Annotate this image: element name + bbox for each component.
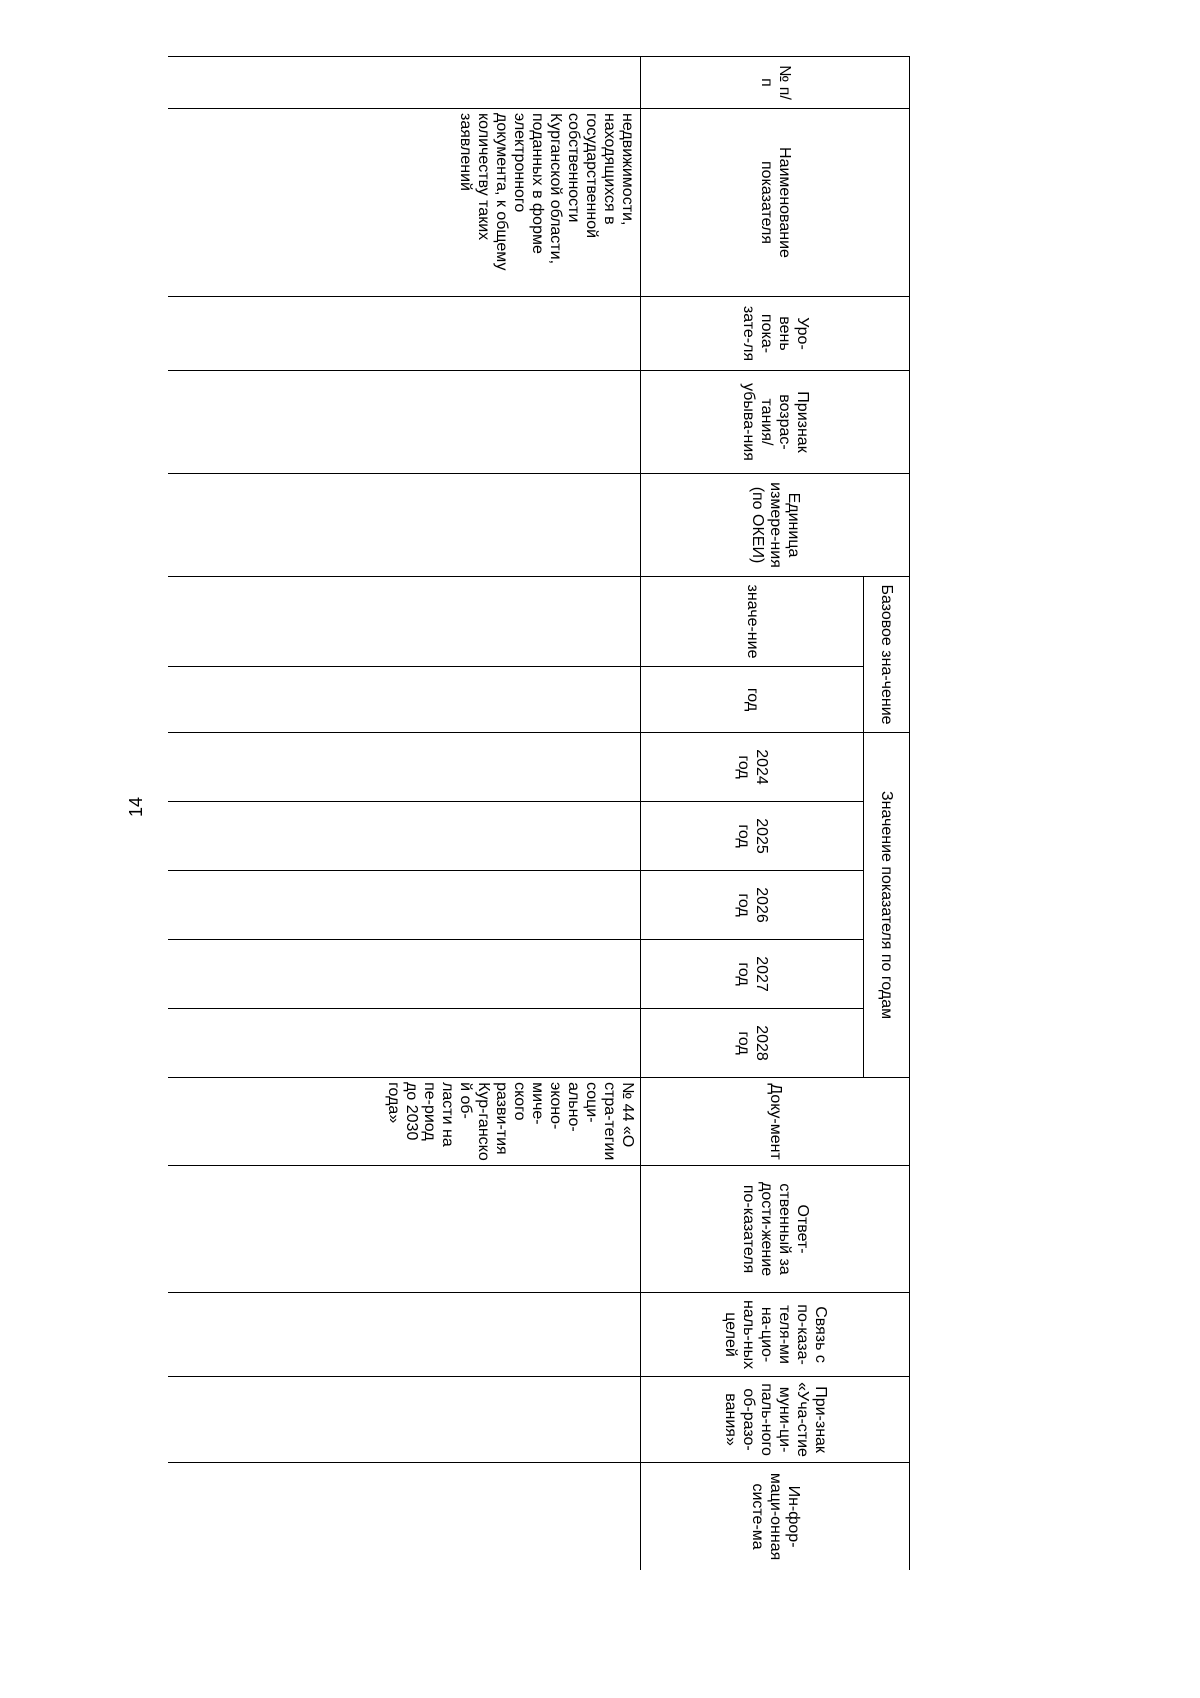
cell-level — [168, 297, 641, 371]
page-number: 14 — [126, 796, 146, 818]
cell-unit — [168, 474, 641, 577]
header-base-year: год — [641, 667, 864, 733]
header-level: Уро-вень пока-зате-ля — [641, 297, 910, 371]
cell-year-2026 — [168, 871, 641, 940]
header-base-value: значе-ние — [641, 577, 864, 667]
cell-link — [168, 1293, 641, 1377]
cell-document: № 44 «О стра-тегии соци-ально-эконо-миче-ского разви-тия Кур-ганско й об-ласти на пе-риод до 2030 года» — [168, 1078, 641, 1166]
header-unit: Единица измере-ния (по ОКЕИ) — [641, 474, 910, 577]
cell-year-2027 — [168, 940, 641, 1009]
header-year-2027: 2027 год — [641, 940, 864, 1009]
cell-indicator-name: недвижимости, находящихся в государственной собственности Курганской области, поданных в форме электронного документа, к общему количеству таких заявлений — [168, 109, 641, 297]
cell-base-year — [168, 667, 641, 733]
header-infosystem: Ин-фор-маци-онная систе-ма — [641, 1463, 910, 1570]
cell-num — [168, 57, 641, 109]
cell-base-value — [168, 577, 641, 667]
cell-infosystem — [168, 1463, 641, 1570]
header-num: № п/п — [641, 57, 910, 109]
header-document: Доку-мент — [641, 1078, 910, 1166]
header-year-2025: 2025 год — [641, 802, 864, 871]
header-base-group: Базовое зна-чение — [864, 577, 910, 733]
cell-responsible — [168, 1166, 641, 1293]
cell-year-2028 — [168, 1009, 641, 1078]
header-link: Связь с по-каза-теля-ми на-цио-наль-ных целей — [641, 1293, 910, 1377]
header-sign: Признак возрас-тания/ убыва-ния — [641, 371, 910, 474]
header-row-1 — [864, 57, 910, 1571]
header-year-2028: 2028 год — [641, 1009, 864, 1078]
indicator-table — [168, 56, 910, 1570]
cell-sign — [168, 371, 641, 474]
header-responsible: Ответ-ственный за дости-жение по-казателя — [641, 1166, 910, 1293]
header-municipal: При-знак «Уча-стие муни-ци-паль-ного об-разо-вания» — [641, 1377, 910, 1463]
header-year-2026: 2026 год — [641, 871, 864, 940]
header-values-group: Значение показателя по годам — [864, 733, 910, 1078]
indicator-table-container — [168, 56, 910, 1570]
header-year-2024: 2024 год — [641, 733, 864, 802]
header-name: Наименование показателя — [641, 109, 910, 297]
cell-year-2025 — [168, 802, 641, 871]
indicator-table-rotated — [168, 56, 910, 1570]
cell-municipal — [168, 1377, 641, 1463]
table-row — [168, 57, 641, 1571]
cell-year-2024 — [168, 733, 641, 802]
